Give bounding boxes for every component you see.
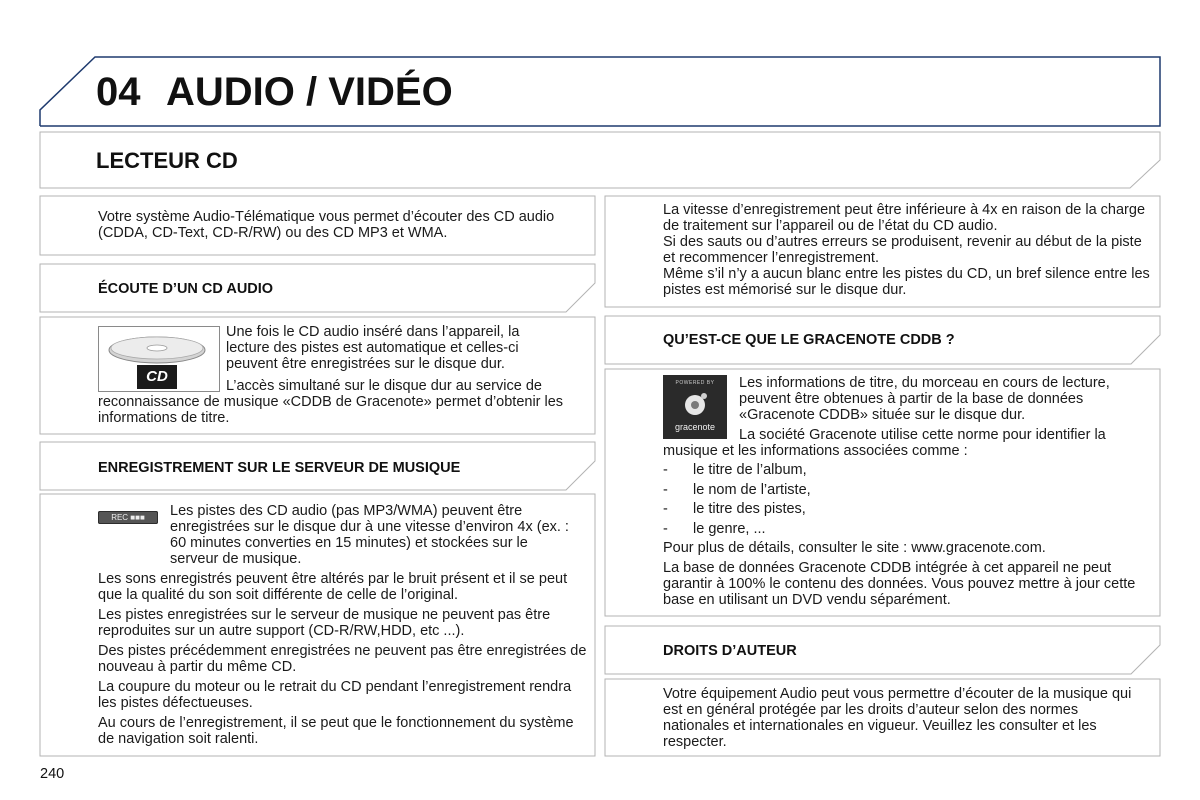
ecoute-p1: Une fois le CD audio inséré dans l’appareil, la lecture des pistes est automatique et celles-ci peuvent être enregistrées sur le disque dur. (226, 324, 520, 372)
enregistrement-p5: La coupure du moteur ou le retrait du CD pendant l’enregistrement rendra les pistes défectueuses. (98, 679, 572, 711)
gracenote-p3: Pour plus de détails, consulter le site : www.gracenote.com. (663, 540, 1046, 556)
ecoute-p2: L’accès simultané sur le disque dur au service de reconnaissance de musique «CDDB de Gracenote» permet d’obtenir les informations de titre. (98, 378, 564, 426)
gracenote-heading: QU’EST-CE QUE LE GRACENOTE CDDB ? (663, 332, 955, 348)
enregistrement-p3: Les pistes enregistrées sur le serveur de musique ne peuvent pas être reproduites sur un autre support (CD-R/RW,HDD, etc ...). (98, 607, 551, 639)
intro-text: Votre système Audio-Télématique vous permet d’écouter des CD audio (CDDA, CD-Text, CD-R/RW) ou des CD MP3 et WMA. (98, 209, 555, 241)
droits-heading: DROITS D’AUTEUR (663, 643, 797, 659)
enregistrement-p2: Les sons enregistrés peuvent être altérés par le bruit présent et il se peut que la qualité du son soit différente de celle de l’original. (98, 571, 568, 603)
chapter-title: AUDIO / VIDÉO (166, 70, 453, 114)
page-number: 240 (40, 766, 65, 782)
ecoute-heading: ÉCOUTE D’UN CD AUDIO (98, 281, 274, 297)
enregistrement-p4: Des pistes précédemment enregistrées ne peuvent pas être enregistrées de nouveau à partir du même CD. (98, 643, 587, 675)
vitesse-body (663, 202, 1151, 298)
gracenote-tail (663, 540, 1153, 612)
rec-button-icon (98, 511, 158, 524)
enregistrement-heading: ENREGISTREMENT SUR LE SERVEUR DE MUSIQUE (98, 460, 461, 476)
enregistrement-p6: Au cours de l’enregistrement, il se peut que le fonctionnement du système de navigation soit ralenti. (98, 715, 574, 747)
section-title: LECTEUR CD (96, 148, 238, 173)
gracenote-p1: Les informations de titre, du morceau en cours de lecture, peuvent être obtenues à partir de la base de données «Gracenote CDDB» située sur le disque dur. (739, 375, 1110, 423)
enregistrement-p1: Les pistes des CD audio (pas MP3/WMA) peuvent être enregistrées sur le disque dur à une vitesse d’environ 4x (ex. : 60 minutes converties en 15 minutes) et stockées sur le serveur de musique. (170, 503, 569, 567)
gracenote-p4: La base de données Gracenote CDDB intégrée à cet appareil ne peut garantir à 100% le contenu des données. Vous pouvez mettre à jour cette base en utilisant un DVD vendu séparément. (663, 560, 1136, 608)
vitesse-p2: Si des sauts ou d’autres erreurs se produisent, revenir au début de la piste et recommencer l’enregistrement. (663, 234, 1142, 266)
enregistrement-p1-start (170, 503, 570, 567)
vitesse-p1: La vitesse d’enregistrement peut être inférieure à 4x en raison de la charge de traitement sur l’appareil ou de l’état du CD audio. (663, 202, 1146, 234)
chapter-number: 04 (96, 70, 141, 114)
enregistrement-body (98, 571, 588, 751)
gracenote-logo-top: POWERED BY (675, 380, 715, 386)
droits-p1: Votre équipement Audio peut vous permettre d’écouter de la musique qui est en général protégée par les droits d’auteur selon des normes nationales et internationales en vigueur. Veuillez les consulter et les respecter. (663, 686, 1132, 750)
vitesse-p3: Même s’il n’y a aucun blanc entre les pistes du CD, un bref silence entre les pistes est mémorisé sur le disque dur. (663, 266, 1150, 298)
cd-icon-label: CD (146, 368, 168, 385)
gracenote-logo-text: gracenote (674, 422, 716, 432)
gracenote-p2: La société Gracenote utilise cette norme pour identifier la musique et les informations associées comme : (663, 427, 1106, 459)
rec-button-label: REC ■■■ (111, 513, 145, 522)
